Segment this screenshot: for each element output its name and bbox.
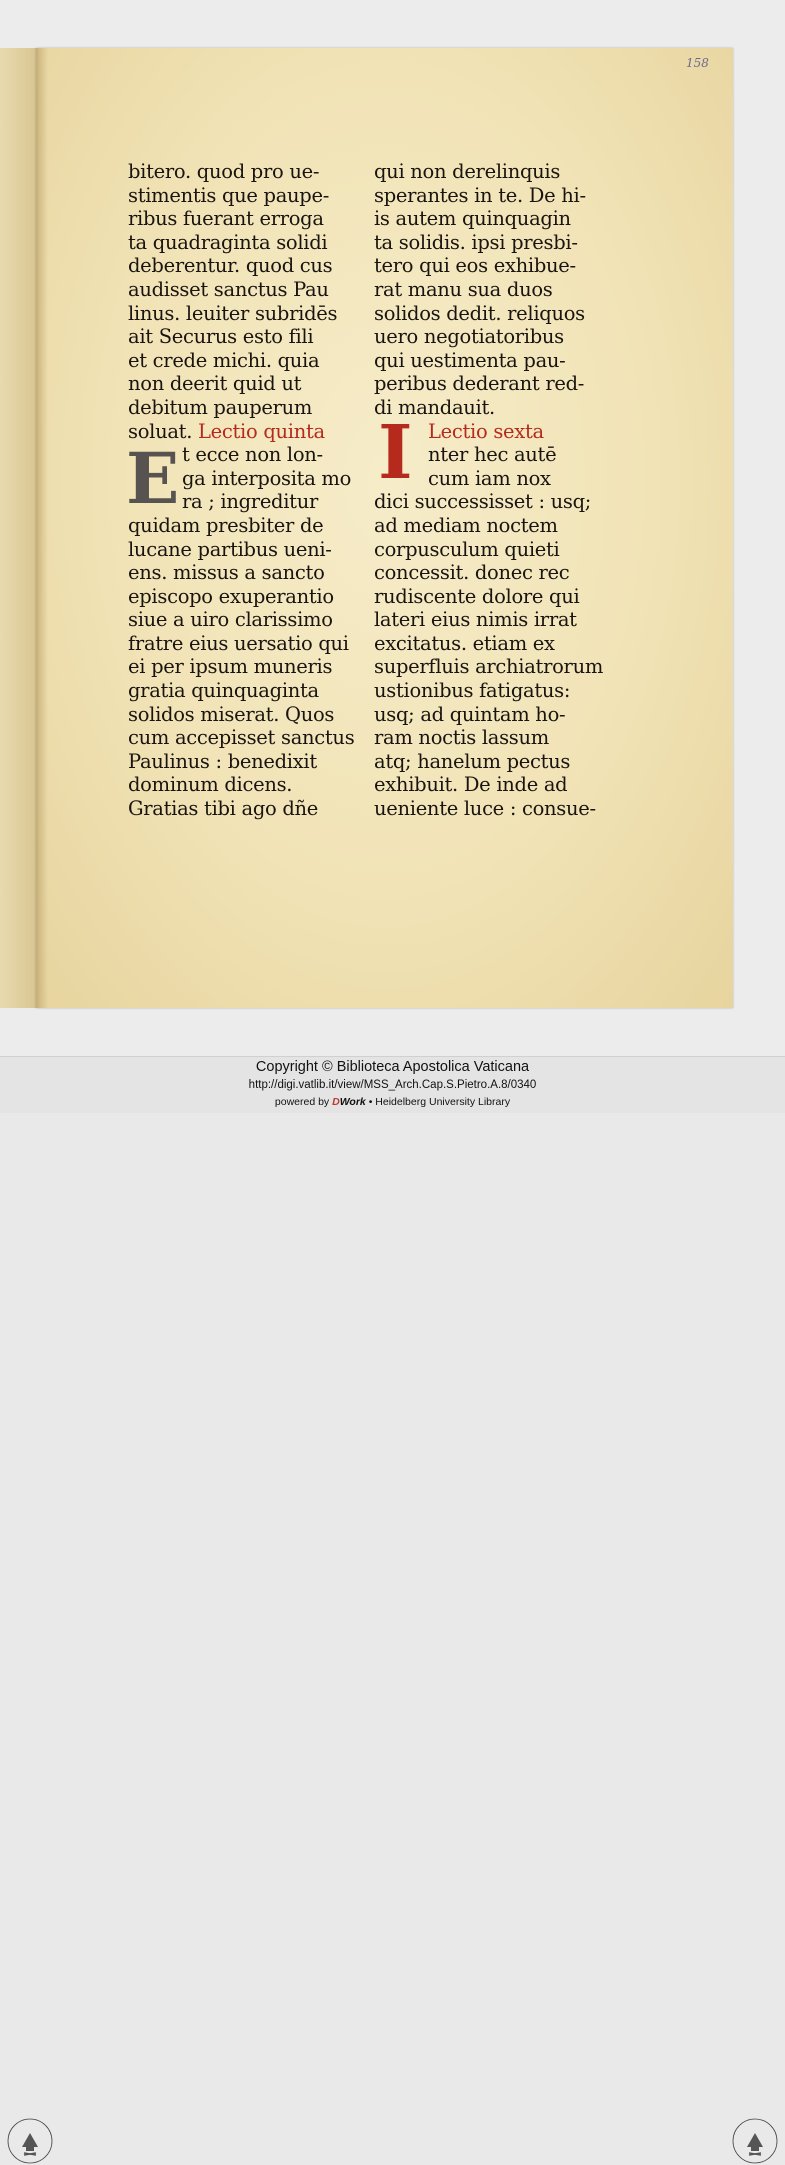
text-line: exhibuit. De inde ad bbox=[374, 773, 568, 797]
text-line: stimentis que paupe- bbox=[128, 183, 330, 207]
text-line: qui uestimenta pau- bbox=[374, 348, 566, 372]
text-line: ta solidis. ipsi presbi- bbox=[374, 230, 578, 254]
text-line: dici successisset : usq; bbox=[374, 490, 592, 514]
page-gutter bbox=[36, 48, 48, 1008]
text-line: bitero. quod pro ue- bbox=[128, 160, 320, 183]
text-line: ra ; ingreditur bbox=[182, 490, 318, 514]
footer-bar bbox=[0, 1056, 785, 1113]
text-line: tero qui eos exhibue- bbox=[374, 254, 576, 278]
rubric-lectio-quinta: Lectio quinta bbox=[198, 419, 325, 443]
footer-copyright: Copyright © Biblioteca Apostolica Vaticana bbox=[255, 1059, 530, 1075]
text-line: non deerit quid ut bbox=[128, 372, 302, 396]
text-line: uero negotiatoribus bbox=[374, 325, 564, 349]
folio-number: 158 bbox=[686, 56, 709, 70]
text-line: solidos dedit. reliquos bbox=[374, 301, 585, 325]
text-line: usq; ad quintam ho- bbox=[374, 702, 566, 726]
powered-by-suffix: • Heidelberg University Library bbox=[368, 1096, 511, 1108]
text-line: episcopo exuperantio bbox=[128, 584, 334, 608]
text-line: nter hec autē bbox=[428, 443, 557, 467]
dwork-brand-rest: Work bbox=[339, 1096, 366, 1108]
text-line: debitum pauperum bbox=[128, 395, 313, 419]
text-line: lucane partibus ueni- bbox=[128, 537, 332, 561]
text-line: cum accepisset sanctus bbox=[128, 726, 355, 750]
text-line: cum iam nox bbox=[428, 466, 551, 490]
text-line: atq; hanelum pectus bbox=[374, 749, 571, 773]
vatican-library-seal-icon bbox=[731, 2117, 779, 2165]
text-line: corpusculum quieti bbox=[374, 537, 560, 561]
text-line: ga interposita mo bbox=[182, 466, 352, 490]
footer-powered-by bbox=[0, 1096, 785, 1108]
dwork-brand-d: D bbox=[332, 1096, 340, 1108]
text-line: siue a uiro clarissimo bbox=[128, 608, 333, 632]
text-line: rudiscente dolore qui bbox=[374, 584, 580, 608]
vatican-library-seal-icon bbox=[6, 2117, 54, 2165]
text-line: deberentur. quod cus bbox=[128, 254, 333, 278]
text-line: ustionibus fatigatus: bbox=[374, 679, 571, 703]
text-line: linus. leuiter subridēs bbox=[128, 301, 338, 325]
text-line: concessit. donec rec bbox=[374, 561, 570, 585]
powered-by-label: powered by bbox=[274, 1096, 330, 1108]
text-line: et crede michi. quia bbox=[128, 348, 320, 372]
text-line: Gratias tibi ago dñe bbox=[128, 797, 319, 821]
text-line: rat manu sua duos bbox=[374, 277, 553, 301]
text-line: peribus dederant red- bbox=[374, 372, 585, 396]
text-column-right bbox=[374, 160, 604, 821]
text-line: ei per ipsum muneris bbox=[128, 655, 333, 679]
footer-url[interactable] bbox=[0, 1079, 785, 1091]
footer-url-text[interactable]: http://digi.vatlib.it/view/MSS_Arch.Cap.S.Pietro.A.8/0340 bbox=[248, 1079, 537, 1091]
scan-viewport bbox=[0, 0, 785, 1056]
text-line-fragment: soluat. bbox=[128, 419, 193, 443]
text-line: ens. missus a sancto bbox=[128, 561, 325, 585]
text-line: di mandauit. bbox=[374, 395, 495, 419]
text-line: solidos miserat. Quos bbox=[128, 702, 335, 726]
text-line: lateri eius nimis irrat bbox=[374, 608, 577, 632]
text-line: is autem quinquagin bbox=[374, 207, 571, 231]
text-line: sperantes in te. De hi- bbox=[374, 183, 586, 207]
text-line: quidam presbiter de bbox=[128, 513, 324, 537]
text-line: ueniente luce : consue- bbox=[374, 797, 596, 821]
text-line: superfluis archiatrorum bbox=[374, 655, 604, 679]
text-line: fratre eius uersatio qui bbox=[128, 631, 349, 655]
text-line: ta quadraginta solidi bbox=[128, 230, 328, 254]
text-line: t ecce non lon- bbox=[182, 443, 323, 467]
text-column-left bbox=[126, 160, 355, 821]
text-line: dominum dicens. bbox=[128, 773, 293, 797]
decorated-initial-i: I bbox=[378, 410, 413, 496]
text-line: ram noctis lassum bbox=[374, 726, 549, 750]
facing-page-edge bbox=[0, 48, 36, 1008]
text-line: ait Securus esto fili bbox=[128, 325, 314, 349]
text-line: audisset sanctus Pau bbox=[128, 277, 329, 301]
text-line: gratia quinquaginta bbox=[128, 679, 319, 703]
text-line: ribus fuerant erroga bbox=[128, 207, 324, 231]
text-line: excitatus. etiam ex bbox=[374, 631, 555, 655]
dwork-brand[interactable] bbox=[332, 1096, 366, 1108]
text-line: qui non derelinquis bbox=[374, 160, 561, 183]
rubric-lectio-sexta: Lectio sexta bbox=[428, 419, 544, 443]
text-line: ad mediam noctem bbox=[374, 513, 558, 537]
text-line: Paulinus : benedixit bbox=[128, 749, 317, 773]
decorated-initial-e: E bbox=[126, 437, 180, 520]
